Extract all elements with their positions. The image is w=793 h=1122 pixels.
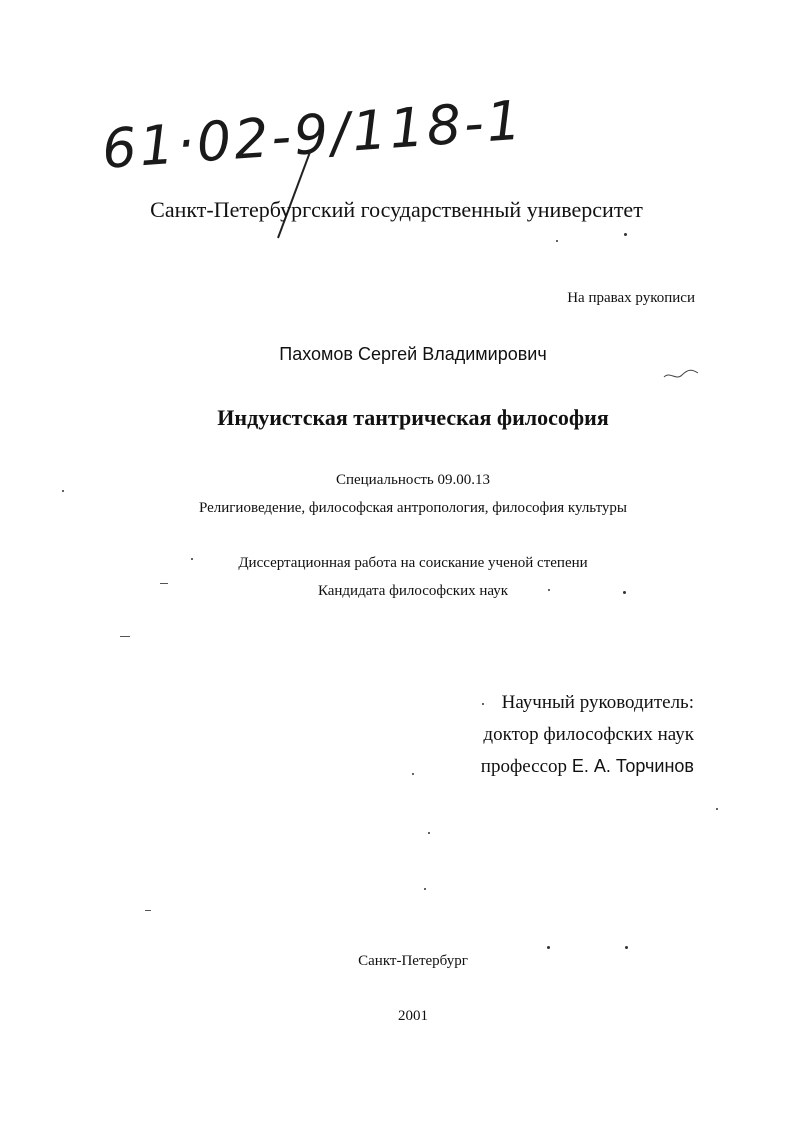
- scan-speck: [62, 490, 64, 492]
- handwritten-stroke: [270, 150, 320, 240]
- university-name: Санкт-Петербургский государственный университет: [150, 197, 643, 222]
- scan-mark: [160, 583, 168, 584]
- scan-speck: [424, 888, 426, 890]
- scan-speck: [623, 591, 626, 594]
- academic-degree: Кандидата философских наук: [317, 583, 509, 599]
- scan-mark: [120, 636, 130, 637]
- supervisor-rank: профессор: [480, 756, 568, 777]
- squiggle-mark: [662, 365, 702, 383]
- dissertation-type: Диссертационная работа на соискание ученой степени: [238, 555, 588, 571]
- scan-speck: [624, 233, 627, 236]
- supervisor-degree: доктор философских наук: [483, 724, 694, 745]
- scan-speck: [548, 589, 550, 591]
- scan-speck: [547, 946, 550, 949]
- supervisor-rank-name: [420, 756, 694, 778]
- scan-speck: [625, 946, 628, 949]
- author-name: Пахомов Сергей Владимирович: [279, 344, 547, 364]
- scan-speck: [191, 558, 193, 560]
- scan-mark: [145, 910, 151, 911]
- handwritten-archive-code: 61·02-9/118-1: [100, 88, 526, 181]
- supervisor-label: Научный руководитель:: [501, 692, 694, 713]
- specialty-code: Специальность 09.00.13: [335, 472, 491, 488]
- dissertation-title: Индуистская тантрическая философия: [217, 405, 609, 430]
- scan-speck: [428, 832, 430, 834]
- scan-speck: [412, 773, 414, 775]
- scan-speck: [482, 703, 484, 705]
- city: Санкт-Петербург: [358, 953, 468, 969]
- supervisor-name: Е. А. Торчинов: [571, 756, 694, 776]
- year: 2001: [398, 1008, 428, 1024]
- scan-speck: [716, 808, 718, 810]
- specialty-fields: Религиоведение, философская антропология, философия культуры: [198, 500, 628, 516]
- scan-speck: [556, 240, 558, 242]
- manuscript-rights-note: На правах рукописи: [567, 290, 695, 306]
